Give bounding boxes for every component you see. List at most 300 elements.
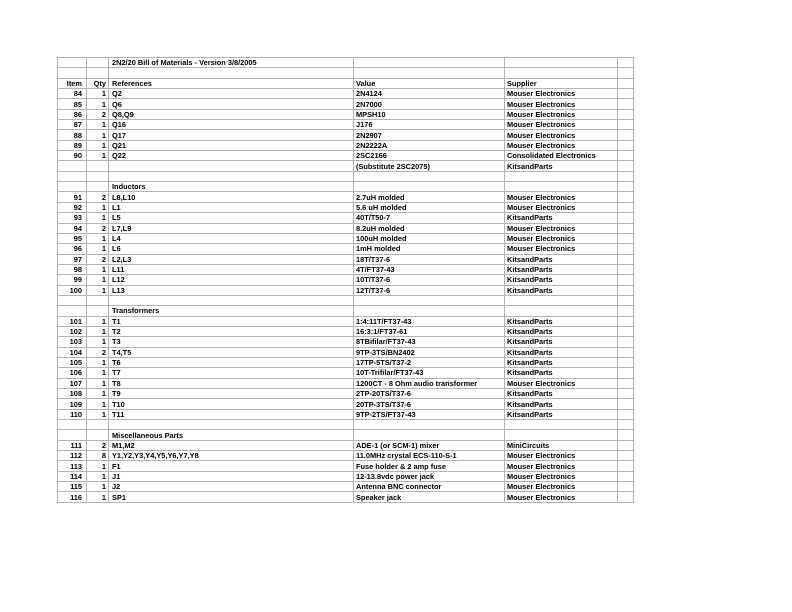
value-cell: 1200CT - 8 Ohm audio transformer: [354, 378, 505, 388]
qty-cell: 1: [87, 275, 109, 285]
value-cell: 2.7uH molded: [354, 192, 505, 202]
references-cell: L2,L3: [109, 254, 354, 264]
table-row: [58, 389, 634, 399]
section-header-row: [58, 430, 634, 440]
empty-cell: [618, 109, 634, 119]
qty-cell: 1: [87, 285, 109, 295]
empty-cell: [618, 192, 634, 202]
supplier-cell: Mouser Electronics: [505, 99, 618, 109]
section-label: Miscellaneous Parts: [109, 430, 354, 440]
qty-cell: 1: [87, 326, 109, 336]
value-cell: ADE-1 (or SCM-1) mixer: [354, 440, 505, 450]
empty-cell: [618, 482, 634, 492]
item-number-cell: 100: [58, 285, 87, 295]
value-cell: 16:3:1/FT37-61: [354, 326, 505, 336]
supplier-cell: KitsandParts: [505, 409, 618, 419]
references-cell: F1: [109, 461, 354, 471]
references-cell: SP1: [109, 492, 354, 502]
qty-cell: 8: [87, 451, 109, 461]
item-number-cell: 116: [58, 492, 87, 502]
supplier-cell: KitsandParts: [505, 357, 618, 367]
supplier-cell: Mouser Electronics: [505, 202, 618, 212]
item-number-cell: 89: [58, 140, 87, 150]
item-number-cell: 108: [58, 389, 87, 399]
empty-cell: [618, 461, 634, 471]
supplier-cell: Mouser Electronics: [505, 89, 618, 99]
value-cell: (Substitute 2SC2075): [354, 161, 505, 171]
references-cell: T3: [109, 337, 354, 347]
supplier-cell: KitsandParts: [505, 326, 618, 336]
item-number-cell: 104: [58, 347, 87, 357]
qty-cell: 1: [87, 202, 109, 212]
empty-cell: [618, 171, 634, 181]
empty-cell: [618, 130, 634, 140]
item-number-cell: 94: [58, 223, 87, 233]
table-row: [58, 264, 634, 274]
value-cell: 1mH molded: [354, 244, 505, 254]
table-row: [58, 357, 634, 367]
empty-cell: [58, 430, 87, 440]
table-row: [58, 461, 634, 471]
value-cell: 10T-Trifilar/FT37-43: [354, 368, 505, 378]
empty-cell: [505, 306, 618, 316]
supplier-cell: KitsandParts: [505, 264, 618, 274]
references-cell: Q17: [109, 130, 354, 140]
empty-cell: [618, 285, 634, 295]
qty-cell: 1: [87, 482, 109, 492]
qty-cell: 1: [87, 130, 109, 140]
empty-cell: [87, 430, 109, 440]
qty-cell: 2: [87, 109, 109, 119]
document-title: 2N2/20 Bill of Materials - Version 3/8/2005: [109, 58, 354, 68]
qty-cell: 1: [87, 492, 109, 502]
empty-cell: [87, 182, 109, 192]
value-cell: 18T/T37-6: [354, 254, 505, 264]
table-row: [58, 471, 634, 481]
supplier-cell: KitsandParts: [505, 285, 618, 295]
qty-cell: 1: [87, 89, 109, 99]
item-number-cell: 114: [58, 471, 87, 481]
item-number-cell: 106: [58, 368, 87, 378]
qty-cell: 1: [87, 233, 109, 243]
references-cell: L12: [109, 275, 354, 285]
item-number-cell: 97: [58, 254, 87, 264]
qty-cell: 1: [87, 357, 109, 367]
table-row: [58, 451, 634, 461]
supplier-cell: Mouser Electronics: [505, 130, 618, 140]
empty-cell: [618, 451, 634, 461]
qty-cell: 1: [87, 151, 109, 161]
supplier-cell: Mouser Electronics: [505, 451, 618, 461]
empty-cell: [618, 389, 634, 399]
empty-cell: [87, 306, 109, 316]
supplier-cell: KitsandParts: [505, 213, 618, 223]
qty-cell: 2: [87, 347, 109, 357]
supplier-cell: MiniCircuits: [505, 440, 618, 450]
supplier-cell: Mouser Electronics: [505, 120, 618, 130]
item-column-header: Item: [58, 78, 87, 88]
section-header-row: [58, 182, 634, 192]
empty-cell: [58, 171, 87, 181]
item-number-cell: 111: [58, 440, 87, 450]
value-cell: 8TBifilar/FT37-43: [354, 337, 505, 347]
table-row: [58, 275, 634, 285]
value-cell: 2N7000: [354, 99, 505, 109]
value-cell: MPSH10: [354, 109, 505, 119]
empty-cell: [58, 182, 87, 192]
empty-cell: [618, 233, 634, 243]
empty-cell: [618, 120, 634, 130]
blank-row: [58, 171, 634, 181]
empty-cell: [618, 316, 634, 326]
qty-column-header: Qty: [87, 78, 109, 88]
empty-cell: [618, 471, 634, 481]
item-number-cell: 93: [58, 213, 87, 223]
value-cell: 9TP-3TS/BN2402: [354, 347, 505, 357]
supplier-cell: KitsandParts: [505, 368, 618, 378]
qty-cell: 1: [87, 140, 109, 150]
references-cell: L4: [109, 233, 354, 243]
qty-cell: 2: [87, 440, 109, 450]
empty-cell: [354, 306, 505, 316]
references-cell: L8,L10: [109, 192, 354, 202]
empty-cell: [618, 409, 634, 419]
empty-cell: [354, 420, 505, 430]
table-row: [58, 316, 634, 326]
empty-cell: [618, 151, 634, 161]
empty-cell: [618, 99, 634, 109]
empty-cell: [618, 68, 634, 78]
empty-cell: [618, 430, 634, 440]
section-label: Transformers: [109, 306, 354, 316]
value-cell: 10T/T37-6: [354, 275, 505, 285]
supplier-cell: KitsandParts: [505, 347, 618, 357]
empty-cell: [87, 295, 109, 305]
supplier-cell: KitsandParts: [505, 316, 618, 326]
empty-cell: [618, 223, 634, 233]
qty-cell: 1: [87, 399, 109, 409]
empty-cell: [618, 213, 634, 223]
value-cell: J176: [354, 120, 505, 130]
item-number-cell: 110: [58, 409, 87, 419]
value-column-header: Value: [354, 78, 505, 88]
blank-row: [58, 295, 634, 305]
references-cell: T7: [109, 368, 354, 378]
table-row: [58, 347, 634, 357]
supplier-cell: Mouser Electronics: [505, 233, 618, 243]
empty-cell: [618, 275, 634, 285]
empty-cell: [109, 68, 354, 78]
references-cell: T2: [109, 326, 354, 336]
blank-row: [58, 68, 634, 78]
item-number-cell: 88: [58, 130, 87, 140]
empty-cell: [354, 182, 505, 192]
empty-cell: [618, 306, 634, 316]
value-cell: 100uH molded: [354, 233, 505, 243]
references-cell: L5: [109, 213, 354, 223]
table-row: [58, 378, 634, 388]
qty-cell: 2: [87, 192, 109, 202]
supplier-cell: KitsandParts: [505, 337, 618, 347]
empty-cell: [618, 347, 634, 357]
empty-cell: [505, 295, 618, 305]
references-cell: [109, 161, 354, 171]
empty-cell: [618, 357, 634, 367]
table-row: [58, 337, 634, 347]
qty-cell: 1: [87, 368, 109, 378]
references-cell: Q16: [109, 120, 354, 130]
item-number-cell: 85: [58, 99, 87, 109]
item-number-cell: 115: [58, 482, 87, 492]
blank-row: [58, 420, 634, 430]
table-row: [58, 254, 634, 264]
empty-cell: [58, 420, 87, 430]
item-number-cell: 99: [58, 275, 87, 285]
references-cell: Q8,Q9: [109, 109, 354, 119]
empty-cell: [618, 399, 634, 409]
empty-cell: [354, 58, 505, 68]
supplier-cell: Consolidated Electronics: [505, 151, 618, 161]
item-number-cell: 91: [58, 192, 87, 202]
empty-cell: [618, 420, 634, 430]
qty-cell: 1: [87, 99, 109, 109]
qty-cell: 1: [87, 471, 109, 481]
empty-cell: [87, 420, 109, 430]
value-cell: 12T/T37-6: [354, 285, 505, 295]
empty-cell: [58, 68, 87, 78]
table-row: [58, 326, 634, 336]
value-cell: 9TP-2TS/FT37-43: [354, 409, 505, 419]
table-row: [58, 482, 634, 492]
empty-cell: [618, 89, 634, 99]
qty-cell: 1: [87, 389, 109, 399]
value-cell: 20TP-3TS/T37-6: [354, 399, 505, 409]
empty-cell: [87, 68, 109, 78]
value-cell: 1:4:11T/FT37-43: [354, 316, 505, 326]
qty-cell: 1: [87, 244, 109, 254]
empty-cell: [618, 378, 634, 388]
qty-cell: 1: [87, 120, 109, 130]
empty-cell: [618, 182, 634, 192]
table-row: [58, 399, 634, 409]
supplier-column-header: Supplier: [505, 78, 618, 88]
value-cell: 12-13.8vdc power jack: [354, 471, 505, 481]
empty-cell: [618, 440, 634, 450]
empty-cell: [109, 420, 354, 430]
empty-cell: [618, 337, 634, 347]
empty-cell: [618, 254, 634, 264]
table-row: [58, 440, 634, 450]
supplier-cell: KitsandParts: [505, 254, 618, 264]
qty-cell: 1: [87, 337, 109, 347]
table-row: [58, 192, 634, 202]
references-cell: T4,T5: [109, 347, 354, 357]
supplier-cell: Mouser Electronics: [505, 471, 618, 481]
table-row: [58, 202, 634, 212]
references-cell: Y1,Y2,Y3,Y4,Y5,Y6,Y7,Y8: [109, 451, 354, 461]
table-row: [58, 213, 634, 223]
empty-cell: [505, 182, 618, 192]
table-row: [58, 99, 634, 109]
supplier-cell: KitsandParts: [505, 389, 618, 399]
references-cell: Q6: [109, 99, 354, 109]
item-number-cell: 109: [58, 399, 87, 409]
references-cell: T10: [109, 399, 354, 409]
references-cell: T1: [109, 316, 354, 326]
table-row: [58, 244, 634, 254]
references-cell: L13: [109, 285, 354, 295]
table-row: [58, 492, 634, 502]
item-number-cell: 90: [58, 151, 87, 161]
references-cell: T9: [109, 389, 354, 399]
table-row: [58, 285, 634, 295]
empty-cell: [505, 68, 618, 78]
references-cell: J2: [109, 482, 354, 492]
empty-cell: [58, 306, 87, 316]
value-cell: Speaker jack: [354, 492, 505, 502]
value-cell: 4T/FT37-43: [354, 264, 505, 274]
section-label: Inductors: [109, 182, 354, 192]
item-number-cell: 84: [58, 89, 87, 99]
references-cell: T6: [109, 357, 354, 367]
supplier-cell: Mouser Electronics: [505, 378, 618, 388]
item-number-cell: 105: [58, 357, 87, 367]
qty-cell: 1: [87, 461, 109, 471]
value-cell: Antenna BNC connector: [354, 482, 505, 492]
value-cell: 40T/T50-7: [354, 213, 505, 223]
item-number-cell: 96: [58, 244, 87, 254]
empty-cell: [505, 430, 618, 440]
item-number-cell: [58, 161, 87, 171]
item-number-cell: 95: [58, 233, 87, 243]
empty-cell: [618, 295, 634, 305]
table-row: [58, 151, 634, 161]
supplier-cell: KitsandParts: [505, 275, 618, 285]
references-cell: T8: [109, 378, 354, 388]
references-cell: L1: [109, 202, 354, 212]
qty-cell: 1: [87, 316, 109, 326]
value-cell: 2SC2166: [354, 151, 505, 161]
item-number-cell: 92: [58, 202, 87, 212]
qty-cell: 1: [87, 409, 109, 419]
column-header-row: [58, 78, 634, 88]
item-number-cell: 86: [58, 109, 87, 119]
qty-cell: 1: [87, 378, 109, 388]
empty-cell: [618, 140, 634, 150]
supplier-cell: KitsandParts: [505, 161, 618, 171]
supplier-cell: Mouser Electronics: [505, 223, 618, 233]
table-row: [58, 140, 634, 150]
value-cell: 2N2222A: [354, 140, 505, 150]
supplier-cell: Mouser Electronics: [505, 244, 618, 254]
empty-cell: [618, 492, 634, 502]
empty-cell: [58, 295, 87, 305]
supplier-cell: Mouser Electronics: [505, 140, 618, 150]
empty-cell: [505, 420, 618, 430]
qty-cell: 1: [87, 264, 109, 274]
value-cell: Fuse holder & 2 amp fuse: [354, 461, 505, 471]
supplier-cell: Mouser Electronics: [505, 461, 618, 471]
title-row: [58, 58, 634, 68]
references-cell: Q2: [109, 89, 354, 99]
references-cell: L7,L9: [109, 223, 354, 233]
empty-cell: [618, 368, 634, 378]
value-cell: 11.0MHz crystal ECS-110-S-1: [354, 451, 505, 461]
value-cell: 2N4124: [354, 89, 505, 99]
empty-cell: [505, 171, 618, 181]
table-row: [58, 368, 634, 378]
item-number-cell: 101: [58, 316, 87, 326]
qty-cell: 2: [87, 223, 109, 233]
empty-cell: [354, 68, 505, 78]
qty-cell: 2: [87, 254, 109, 264]
empty-cell: [109, 171, 354, 181]
empty-cell: [618, 161, 634, 171]
supplier-cell: Mouser Electronics: [505, 192, 618, 202]
table-row: [58, 161, 634, 171]
empty-cell: [618, 244, 634, 254]
empty-cell: [618, 202, 634, 212]
qty-cell: [87, 161, 109, 171]
empty-cell: [618, 326, 634, 336]
supplier-cell: Mouser Electronics: [505, 482, 618, 492]
section-header-row: [58, 306, 634, 316]
empty-cell: [354, 430, 505, 440]
references-cell: M1,M2: [109, 440, 354, 450]
value-cell: 2TP-20TS/T37-6: [354, 389, 505, 399]
references-cell: Q22: [109, 151, 354, 161]
qty-cell: 1: [87, 213, 109, 223]
value-cell: 8.2uH molded: [354, 223, 505, 233]
empty-cell: [618, 58, 634, 68]
table-row: [58, 223, 634, 233]
item-number-cell: 112: [58, 451, 87, 461]
empty-cell: [354, 295, 505, 305]
empty-cell: [109, 295, 354, 305]
empty-cell: [58, 58, 87, 68]
empty-cell: [87, 58, 109, 68]
item-number-cell: 103: [58, 337, 87, 347]
value-cell: 5.6 uH molded: [354, 202, 505, 212]
empty-cell: [354, 171, 505, 181]
empty-cell: [618, 264, 634, 274]
item-number-cell: 98: [58, 264, 87, 274]
bom-spreadsheet: [57, 57, 634, 503]
references-cell: L6: [109, 244, 354, 254]
references-cell: Q21: [109, 140, 354, 150]
references-cell: T11: [109, 409, 354, 419]
item-number-cell: 102: [58, 326, 87, 336]
value-cell: 17TP-5TS/T37-2: [354, 357, 505, 367]
supplier-cell: KitsandParts: [505, 399, 618, 409]
table-row: [58, 109, 634, 119]
table-row: [58, 409, 634, 419]
item-number-cell: 87: [58, 120, 87, 130]
value-cell: 2N2907: [354, 130, 505, 140]
supplier-cell: Mouser Electronics: [505, 492, 618, 502]
supplier-cell: Mouser Electronics: [505, 109, 618, 119]
empty-cell: [87, 171, 109, 181]
table-row: [58, 89, 634, 99]
empty-cell: [618, 78, 634, 88]
references-cell: J1: [109, 471, 354, 481]
references-column-header: References: [109, 78, 354, 88]
references-cell: L11: [109, 264, 354, 274]
table-row: [58, 130, 634, 140]
item-number-cell: 107: [58, 378, 87, 388]
empty-cell: [505, 58, 618, 68]
table-row: [58, 233, 634, 243]
